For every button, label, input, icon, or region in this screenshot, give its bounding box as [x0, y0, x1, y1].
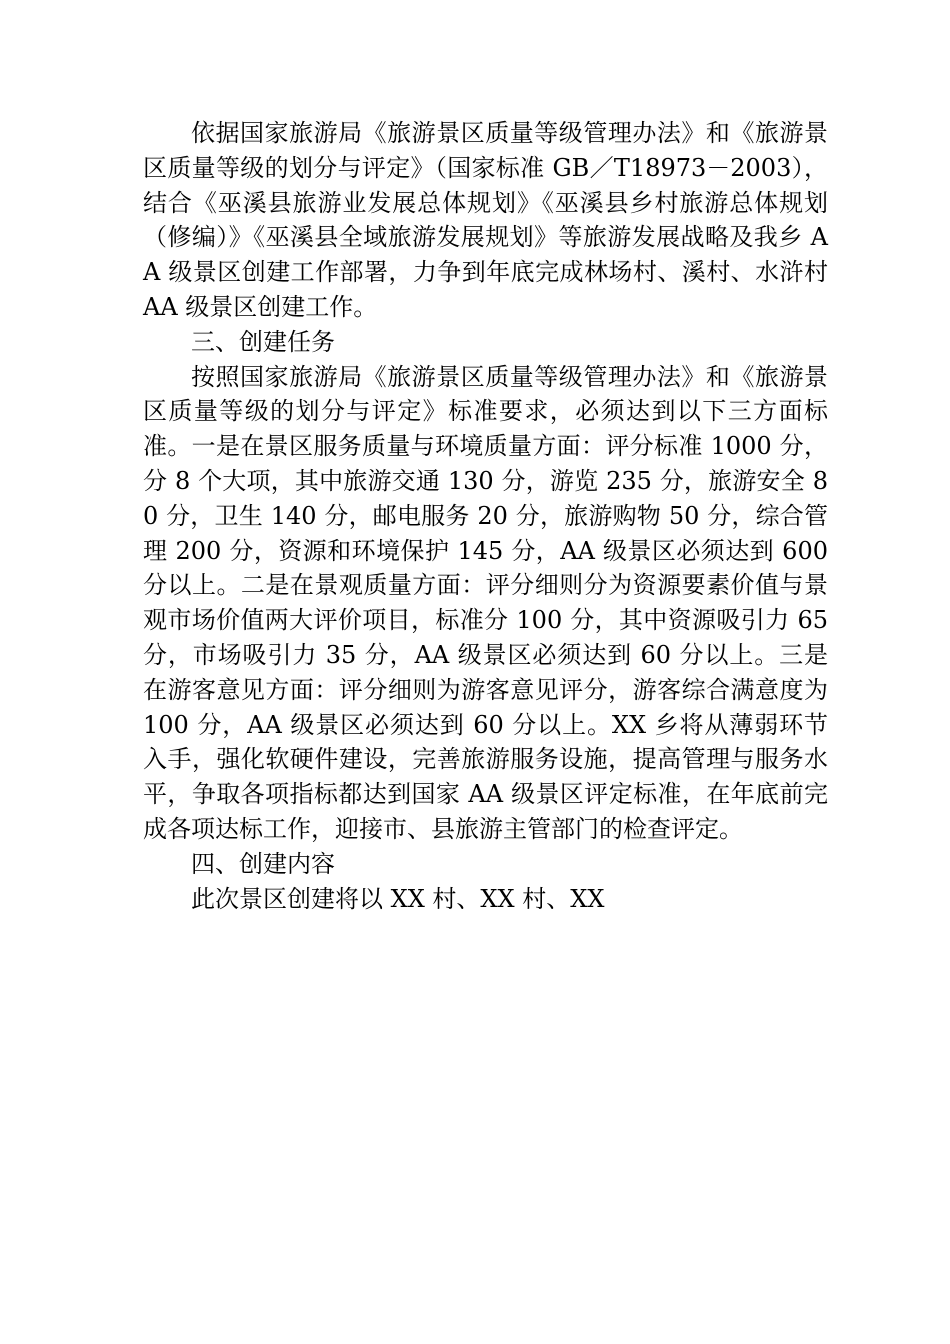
- section-heading-content: 四、创建内容: [191, 849, 335, 878]
- paragraph-standards: 按照国家旅游局《旅游景区质量等级管理办法》和《旅游景区质量等级的划分与评定》标准要求，必须达到以下三方面标准。一是在景区服务质量与环境质量方面：评分标准 1000 分，分 8 个大项，其中旅游交通 130 分，游览 235 分，旅游安全 80 分，卫生 140 分，邮电服务 20 分，旅游购物 50 分，综合管理 200 分，资源和环境保护 145 分，AA 级景区必须达到 600 分以上。二是在景观质量方面：评分细则分为资源要素价值与景观市场价值两大评价项目，标准分 100 分，其中资源吸引力 65 分，市场吸引力 35 分，AA 级景区必须达到 60 分以上。三是在游客意见方面：评分细则为游客意见评分，游客综合满意度为 100 分，AA 级景区必须达到 60 分以上。XX 乡将从薄弱环节入手，强化软硬件建设，完善旅游服务设施，提高管理与服务水平，争取各项指标都达到国家 AA 级景区评定标准，在年底前完成各项达标工作，迎接市、县旅游主管部门的检查评定。: [143, 362, 828, 843]
- document-body: [143, 116, 828, 916]
- section-heading-tasks: 三、创建任务: [191, 327, 335, 356]
- paragraph-basis: 依据国家旅游局《旅游景区质量等级管理办法》和《旅游景区质量等级的划分与评定》（国家标准 GB／T18973－2003），结合《巫溪县旅游业发展总体规划》《巫溪县乡村旅游总体规划（修编）》《巫溪县全域旅游发展规划》等旅游发展战略及我乡 AA 级景区创建工作部署，力争到年底完成林场村、溪村、水浒村 AA 级景区创建工作。: [143, 119, 828, 321]
- paragraph-content: 此次景区创建将以 XX 村、XX 村、XX: [191, 884, 605, 913]
